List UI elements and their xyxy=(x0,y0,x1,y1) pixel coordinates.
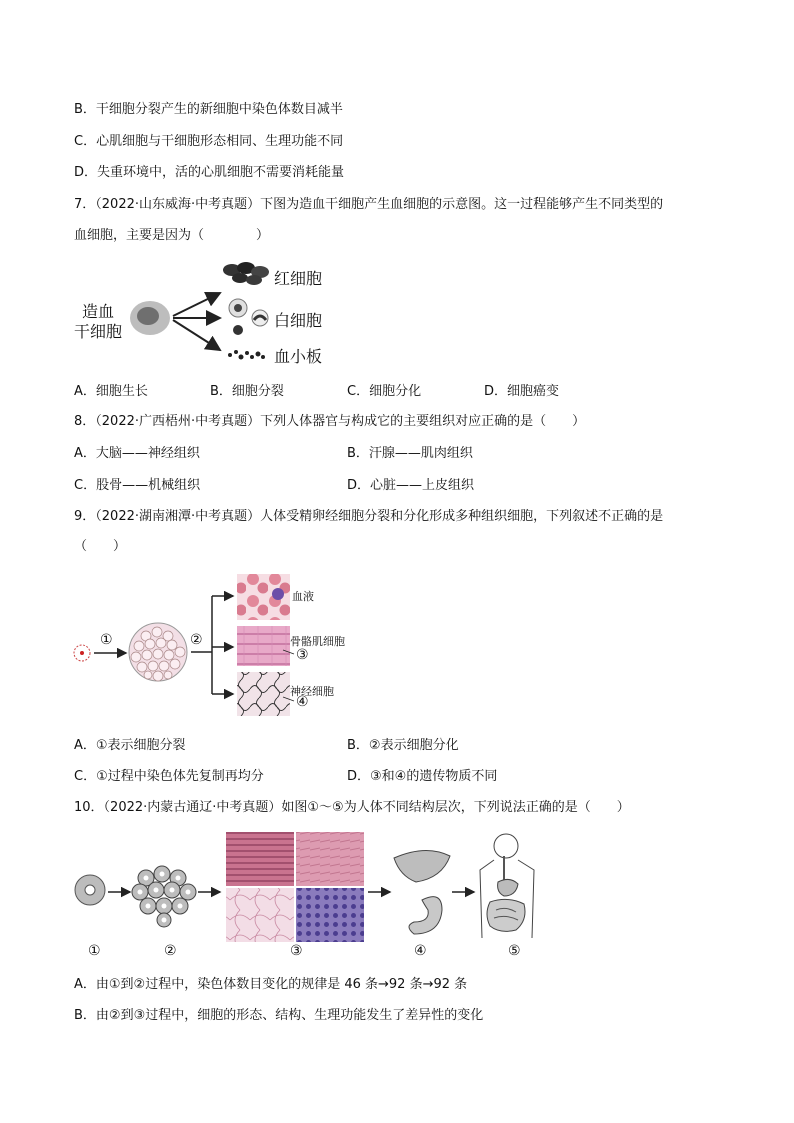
q9-label-muscle: 骨骼肌细胞 xyxy=(290,635,345,648)
q8-option-b: B．汗腺——肌肉组织 xyxy=(347,446,473,461)
q9-option-b: B．②表示细胞分化 xyxy=(347,738,459,753)
q7-label-hsc-2: 干细胞 xyxy=(74,322,123,341)
q7-label-red-cell: 红细胞 xyxy=(274,269,323,288)
q9-marker-3: ③ xyxy=(296,647,309,663)
q10-option-b: B．由②到③过程中，细胞的形态、结构、生理功能发生了差异性的变化 xyxy=(74,1008,484,1023)
q7-stem-line1: 7．（2022·山东威海·中考真题）下图为造血干细胞产生血细胞的示意图。这一过程能够产生不同类型的 xyxy=(74,197,664,212)
q9-marker-4: ④ xyxy=(296,694,309,710)
q8-option-d: D．心脏——上皮组织 xyxy=(347,478,475,493)
q7-option-b: B．细胞分裂 xyxy=(210,384,284,399)
q7-label-hsc-1: 造血 xyxy=(82,302,115,321)
q7-label-white-cell: 白细胞 xyxy=(274,311,323,330)
q10-diagram-graphic xyxy=(70,830,560,942)
q9-option-a: A．①表示细胞分裂 xyxy=(74,738,186,753)
q10-label-2: ② xyxy=(164,943,177,959)
q6-option-b: B．干细胞分裂产生的新细胞中染色体数目减半 xyxy=(74,102,343,117)
q6-option-d: D．失重环境中，活的心肌细胞不需要消耗能量 xyxy=(74,165,345,180)
q9-option-c: C．①过程中染色体先复制再均分 xyxy=(74,769,264,784)
q9-label-nerve: 神经细胞 xyxy=(290,685,334,698)
q8-option-a: A．大脑——神经组织 xyxy=(74,446,200,461)
q9-differentiation-diagram xyxy=(70,572,370,722)
q10-label-3: ③ xyxy=(290,943,303,959)
q7-option-a: A．细胞生长 xyxy=(74,384,148,399)
q7-stem-line2: 血细胞，主要是因为（ ） xyxy=(74,228,270,243)
q7-label-platelet: 血小板 xyxy=(274,347,323,366)
q7-option-c: C．细胞分化 xyxy=(347,384,422,399)
q6-option-c: C．心肌细胞与干细胞形态相同、生理功能不同 xyxy=(74,134,344,149)
q10-label-4: ④ xyxy=(414,943,427,959)
q10-label-5: ⑤ xyxy=(508,943,521,959)
q8-stem: 8．（2022·广西梧州·中考真题）下列人体器官与构成它的主要组织对应正确的是（ ） xyxy=(74,414,586,429)
q10-stem: 10．（2022·内蒙古通辽·中考真题）如图①～⑤为人体不同结构层次，下列说法正确的是（ ） xyxy=(74,800,630,815)
q10-structure-levels-diagram xyxy=(70,830,560,965)
q9-marker-1: ① xyxy=(100,632,113,648)
q9-marker-2: ② xyxy=(190,632,203,648)
q10-label-1: ① xyxy=(88,943,101,959)
q9-label-blood: 血液 xyxy=(292,590,314,603)
q9-option-d: D．③和④的遗传物质不同 xyxy=(347,769,498,784)
q7-blood-cell-diagram xyxy=(70,258,350,373)
q10-option-a: A．由①到②过程中，染色体数目变化的规律是 46 条→92 条→92 条 xyxy=(74,977,468,992)
q9-stem-line1: 9．（2022·湖南湘潭·中考真题）人体受精卵经细胞分裂和分化形成多种组织细胞，下列叙述不正确的是 xyxy=(74,509,664,524)
q7-option-d: D．细胞癌变 xyxy=(484,384,560,399)
q8-option-c: C．股骨——机械组织 xyxy=(74,478,201,493)
q9-stem-line2: （ ） xyxy=(74,539,127,554)
